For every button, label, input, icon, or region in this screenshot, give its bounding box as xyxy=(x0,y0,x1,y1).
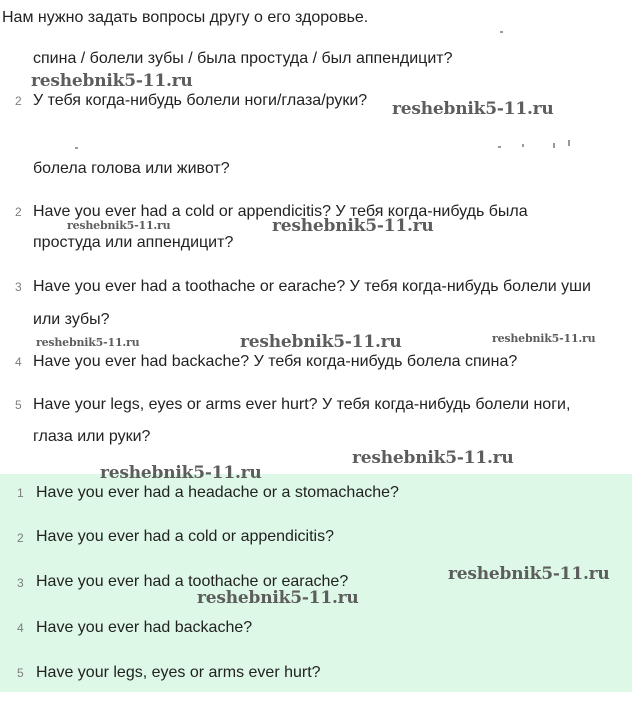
watermark: reshebnik5-11.ru xyxy=(31,71,193,91)
answer-line: Have you ever had a cold or appendicitis? xyxy=(36,528,334,545)
item-number: 2 xyxy=(15,205,22,219)
answer-line: Have you ever had a toothache or earache? xyxy=(36,573,349,590)
watermark: reshebnik5-11.ru xyxy=(448,564,610,584)
answer-line: Have you ever had backache? xyxy=(36,619,253,636)
cropped-text-fragment xyxy=(568,140,570,146)
item-number: 3 xyxy=(15,280,22,294)
cropped-text-fragment xyxy=(498,146,501,148)
watermark: reshebnik5-11.ru xyxy=(197,588,359,608)
watermark: reshebnik5-11.ru xyxy=(352,448,514,468)
watermark: reshebnik5-11.ru xyxy=(272,216,434,236)
watermark: reshebnik5-11.ru xyxy=(36,336,140,349)
watermark: reshebnik5-11.ru xyxy=(67,219,171,232)
answer-line: Have your legs, eyes or arms ever hurt? xyxy=(36,664,321,681)
task-instruction: Нам нужно задать вопросы другу о его здоровье. xyxy=(2,9,369,26)
question-line: Have your legs, eyes or arms ever hurt? У тебя когда-нибудь болели ноги, xyxy=(33,396,571,413)
answer-line: Have you ever had a headache or a stomachache? xyxy=(36,484,399,501)
question-line: Have you ever had backache? У тебя когда-нибудь болела спина? xyxy=(33,353,518,370)
watermark: reshebnik5-11.ru xyxy=(100,463,262,483)
answer-number: 2 xyxy=(17,531,24,545)
watermark: reshebnik5-11.ru xyxy=(240,332,402,352)
continuation-line: спина / болели зубы / была простуда / был аппендицит? xyxy=(33,50,453,67)
answer-number: 1 xyxy=(17,486,24,500)
watermark: reshebnik5-11.ru xyxy=(492,332,596,345)
question-line: Have you ever had a cold or appendicitis? У тебя когда-нибудь была xyxy=(33,203,528,220)
watermark: reshebnik5-11.ru xyxy=(392,99,554,119)
item-number: 5 xyxy=(15,398,22,412)
translation-line: У тебя когда-нибудь болели ноги/глаза/руки? xyxy=(33,92,368,109)
item-number: 4 xyxy=(15,355,22,369)
continuation-line: болела голова или живот? xyxy=(33,160,230,177)
answer-number: 5 xyxy=(17,666,24,680)
question-line: Have you ever had a toothache or earache? У тебя когда-нибудь болели уши xyxy=(33,278,591,295)
answer-number: 4 xyxy=(17,621,24,635)
cropped-text-fragment xyxy=(553,143,555,148)
cropped-text-fragment xyxy=(500,31,503,33)
item-number: 2 xyxy=(15,94,22,108)
cropped-text-fragment xyxy=(522,144,524,147)
question-line: глаза или руки? xyxy=(33,428,151,445)
answer-number: 3 xyxy=(17,576,24,590)
question-line: или зубы? xyxy=(33,311,110,328)
question-line: простуда или аппендицит? xyxy=(33,234,234,251)
cropped-text-fragment xyxy=(75,147,78,149)
